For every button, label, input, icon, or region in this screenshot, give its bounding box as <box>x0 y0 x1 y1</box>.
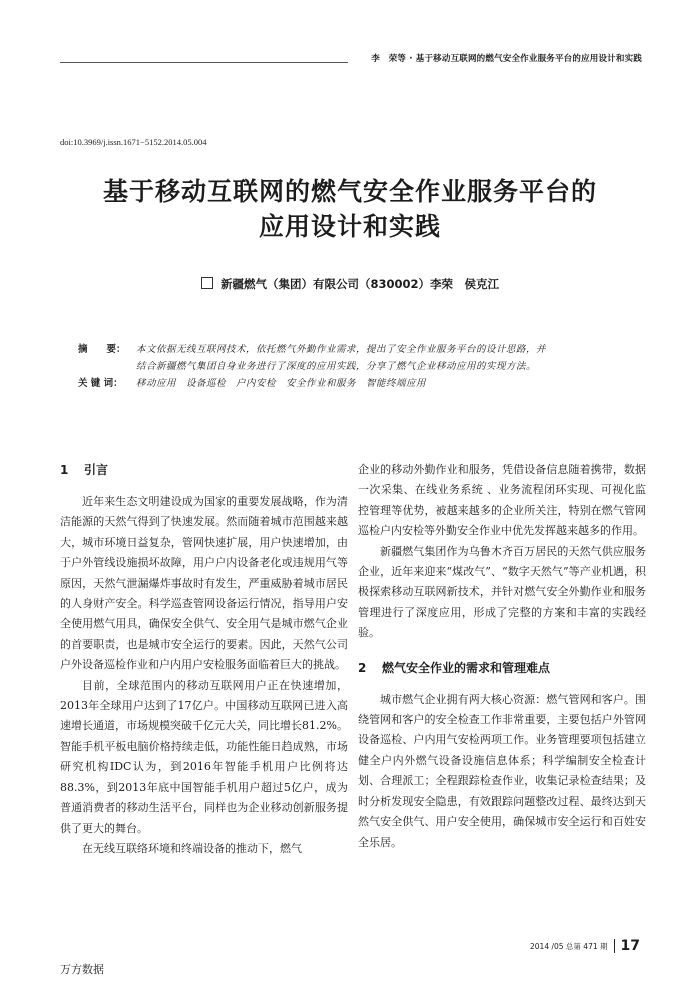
article-title-line1: 基于移动互联网的燃气安全作业服务平台的 <box>102 177 597 206</box>
article-title-line2: 应用设计和实践 <box>258 212 441 241</box>
abstract-row <box>78 341 638 358</box>
doi: doi:10.3969/j.issn.1671−5152.2014.05.004 <box>60 137 207 147</box>
right-column <box>358 460 646 853</box>
paragraph: 城市燃气企业拥有两大核心资源：燃气管网和客户。围绕管网和客户的安全检查工作非常重要，主要包括户外管网设备巡检、户内用气安检两项工作。业务管理要项包括建立健全户内外燃气设备设施信息体系；科学编制安全检查计划、合理派工；全程跟踪检查作业，收集记录检查结果；及时分析发现安全隐患，有效跟踪问题整改过程、最终达到天然气安全供气、用户安全使用，确保城市安全运行和百姓安全乐居。 <box>358 692 646 849</box>
keywords-label: 关 键 词： <box>78 378 123 389</box>
abstract-row-2 <box>78 358 638 375</box>
keywords-row <box>78 375 638 392</box>
header-rule <box>60 62 348 63</box>
abstract-label: 摘 要： <box>78 344 126 355</box>
paragraph: 新疆燃气集团作为乌鲁木齐百万居民的天然气供应服务企业，近年来迎来“煤改气”、“数字天然气”等产业机遇，积极探索移动互联网新技术，并针对燃气安全外勤作业和服务管理进行了深度应用，形成了完整的方案和丰富的实践经验。 <box>358 544 646 640</box>
abstract-block <box>78 341 638 392</box>
page-number: 17 <box>620 938 640 954</box>
page-footer <box>530 938 640 954</box>
running-header-text: 李 荣等 · 基于移动互联网的燃气安全作业服务平台的应用设计和实践 <box>371 54 642 64</box>
paragraph: 在无线互联络环境和终端设备的推动下，燃气 <box>82 841 302 855</box>
square-box-icon <box>201 277 213 289</box>
abstract-line2: 结合新疆燃气集团自身业务进行了深度的应用实践，分享了燃气企业移动应用的实现方法。 <box>136 361 537 372</box>
section-2-heading <box>358 658 646 678</box>
section-2-title: 燃气安全作业的需求和管理难点 <box>382 660 551 675</box>
watermark: 万方数据 <box>60 963 104 976</box>
section-2-number: 2 <box>358 660 367 675</box>
abstract-line1: 本文依据无线互联网技术，依托燃气外勤作业需求，提出了安全作业服务平台的设计思路，并 <box>136 344 547 355</box>
left-column <box>60 460 348 859</box>
paragraph-continued: 企业的移动外勤作业和服务，凭借设备信息随着携带，数据一次采集、在线业务系统 、业务流程闭环实现、可视化监控管理等优势，被越来越多的企业所关注，特别在燃气管网巡检户内安检等外勤安全作业中优先发挥越来越多的作用。 <box>358 463 646 538</box>
section-1-number: 1 <box>60 463 69 477</box>
section-1-title: 引言 <box>84 463 109 477</box>
running-header <box>60 52 642 68</box>
footer-divider <box>614 939 615 953</box>
affiliation-text: 新疆燃气（集团）有限公司（830002）李荣 侯克江 <box>220 277 499 291</box>
paragraph: 目前，全球范围内的移动互联网用户正在快速增加，2013年全球用户达到了17亿户。中国移动互联网已进入高速增长通道，市场规模突破千亿元大关，同比增长81.2%。智能手机平板电脑价格持续走低，功能性能日趋成熟，市场研究机构IDC认为，到2016年智能手机用户比例将达88.3%，到2013年底中国智能手机用户超过5亿户，成为普通消费者的移动生活平台，同样也为企业移动创新服务提供了更大的舞台。 <box>60 678 348 835</box>
affiliation <box>0 276 700 292</box>
section-1-heading <box>60 460 348 480</box>
paragraph: 近年来生态文明建设成为国家的重要发展战略，作为清洁能源的天然气得到了快速发展。然而随着城市范围越来越大，城市环境日益复杂，管网快速扩展，用户快速增加，由于户外管线设施损坏故障，用户户内设备老化或违规用气等原因，天然气泄漏爆炸事故时有发生，严重威胁着城市居民的人身财产安全。科学巡查管网设备运行情况，指导用户安全使用燃气用具，确保安全供气、安全用气是城市燃气企业的首要职责，也是城市安全运行的要素。因此，天然气公司户外设备巡检作业和户内用户安检服务面临着巨大的挑战。 <box>60 495 348 672</box>
keywords-text: 移动应用 设备巡检 户内安检 安全作业和服务 智能终端应用 <box>136 378 427 389</box>
issue-info: 2014 /05 总第 471 期 <box>530 941 608 951</box>
